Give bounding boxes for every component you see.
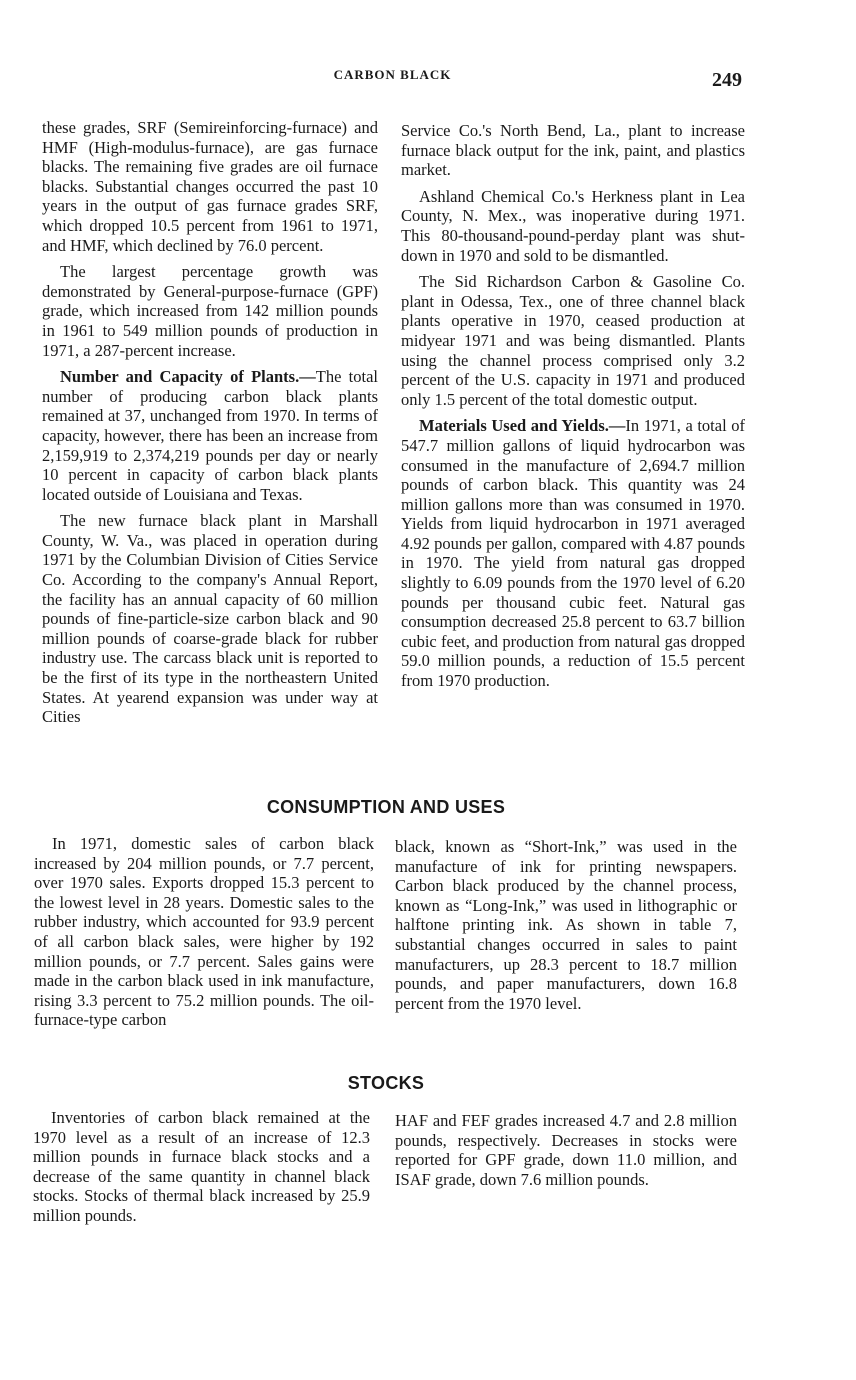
running-title: CARBON BLACK	[333, 67, 452, 82]
paragraph-sid-richardson: The Sid Richardson Carbon & Gasoline Co. plant in Odessa, Tex., one of three channel black plants operative in 1970, ceased production at midyear 1971 and was being dismantled. Plants using the channel process comprised only 3.2 percent of the U.S. capacity in 1971 and produced only 1.5 percent of the total domestic output.	[401, 272, 745, 409]
stocks-column-right	[395, 1111, 737, 1196]
run-in-heading-materials: Materials Used and Yields.—	[419, 416, 626, 436]
paragraph-plants-capacity	[42, 367, 378, 504]
paragraph-gpf-growth: The largest percentage growth was demonstrated by General-purpose-furnace (GPF) grade, which increased from 142 million pounds in 1961 to 549 million pounds of production in 1971, a 287-percent increase.	[42, 262, 378, 360]
paragraph-grades-continued: these grades, SRF (Semireinforcing-furnace) and HMF (High-modulus-furnace), are gas furnace blacks. The remaining five grades are oil furnace blacks. Substantial changes occurred the past 10 years in the output of gas furnace grades SRF, which dropped 10.5 percent from 1961 to 1971, and HMF, which declined by 76.0 percent.	[42, 118, 378, 255]
materials-yields-text: In 1971, a total of 547.7 million gallons of liquid hydrocarbon was consumed in the manufacture of 2,694.7 million pounds of carbon black. This quantity was 24 million gallons more than was consumed in 1970. Yields from liquid hydrocarbon in 1971 averaged 4.92 pounds per gallon, compared with 4.87 pounds in 1970. The yield from natural gas dropped slightly to 6.09 pounds from the 1970 level of 6.20 pounds per thousand cubic feet. Natural gas consumption decreased 25.8 percent to 63.7 billion cubic feet, and production from natural gas dropped 59.0 million pounds, a reduction of 15.5 percent from 1970 production.	[401, 416, 746, 691]
paragraph-domestic-sales: In 1971, domestic sales of carbon black increased by 204 million pounds, or 7.7 percent, over 1970 sales. Exports dropped 15.3 percent to the lowest level in 28 years. Domestic sales to the rubber industry, which accounted for 93.9 percent of all carbon black sales, were higher by 192 million pounds, or 7.7 percent. Sales gains were made in the carbon black used in ink manufacture, rising 3.3 percent to 75.2 million pounds. The oil-furnace-type carbon	[34, 834, 374, 1030]
stocks-column-left	[33, 1108, 370, 1233]
production-column-left	[42, 118, 378, 734]
section-heading-consumption: CONSUMPTION AND USES	[266, 797, 506, 817]
section-heading-stocks: STOCKS	[347, 1073, 425, 1093]
paragraph-materials-yields	[401, 416, 745, 690]
paragraph-marshall-plant: The new furnace black plant in Marshall County, W. Va., was placed in operation during 1971 by the Columbian Division of Cities Service Co. According to the company's Annual Report, the facility has an annual capacity of 60 million pounds of fine-particle-size carbon black and 90 million pounds of coarse-grade black for rubber industry use. The carcass black unit is reported to be the first of its type in the northeastern United States. At yearend expansion was under way at Cities	[42, 511, 378, 727]
consumption-column-right	[395, 837, 737, 1020]
paragraph-ashland: Ashland Chemical Co.'s Herkness plant in Lea County, N. Mex., was inoperative during 1971. This 80-thousand-pound-perday plant was shut-down in 1970 and sold to be dismantled.	[401, 186, 745, 265]
paragraph-grade-stocks: HAF and FEF grades increased 4.7 and 2.8 million pounds, respectively. Decreases in stocks were reported for GPF grade, down 11.0 million, and ISAF grade, down 7.6 million pounds.	[395, 1111, 737, 1189]
consumption-column-left	[34, 834, 374, 1037]
page-number: 249	[712, 69, 742, 91]
paragraph-north-bend: Service Co.'s North Bend, La., plant to increase furnace black output for the ink, paint, and plastics market.	[401, 121, 745, 180]
plants-capacity-text: The total number of producing carbon black plants remained at 37, unchanged from 1970. In terms of capacity, however, there has been an increase from 2,159,919 to 2,374,219 pounds per day or nearly 10 percent in capacity of carbon black plants located outside of Louisiana and Texas.	[42, 367, 378, 504]
run-in-heading-plants: Number and Capacity of Plants.—	[60, 367, 316, 387]
paragraph-ink-sales: black, known as “Short-Ink,” was used in the manufacture of ink for printing newspapers. Carbon black produced by the channel process, known as “Long-Ink,” was used in lithographic or halftone printing ink. As shown in table 7, substantial changes occurred in sales to paint manufacturers, up 28.3 percent to 18.7 million pounds, and paper manufacturers, down 16.8 percent from the 1970 level.	[395, 837, 737, 1013]
production-column-right	[401, 121, 745, 698]
paragraph-inventories: Inventories of carbon black remained at the 1970 level as a result of an increase of 12.3 million pounds in furnace black stocks and a decrease of the same quantity in channel black stocks. Stocks of thermal black increased by 25.9 million pounds.	[33, 1108, 370, 1225]
